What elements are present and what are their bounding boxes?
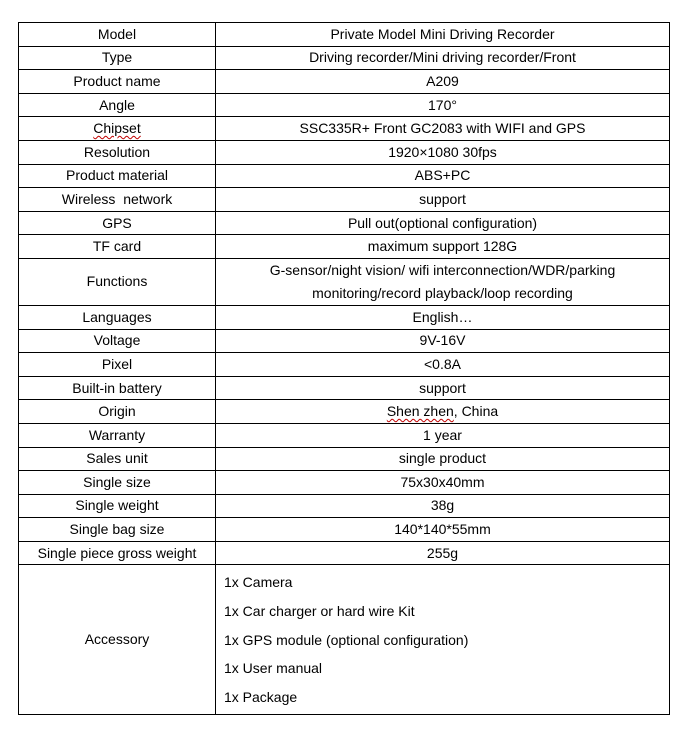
row-label: TF card (19, 235, 216, 259)
table-row (19, 211, 670, 235)
row-label: Single weight (19, 494, 216, 518)
row-label: Pixel (19, 353, 216, 377)
functions-line-2: monitoring/record playback/loop recording (312, 284, 573, 301)
table-row (19, 258, 670, 305)
row-label: Functions (19, 258, 216, 305)
row-label: Single piece gross weight (19, 541, 216, 565)
row-value: A209 (216, 70, 670, 94)
accessory-item: 1x GPS module (optional configuration) (224, 631, 469, 648)
row-value (216, 400, 670, 424)
table-row (19, 93, 670, 117)
origin-country: , China (453, 403, 499, 420)
accessory-item: 1x Camera (224, 574, 293, 591)
table-row (19, 471, 670, 495)
table-row (19, 541, 670, 565)
table-row (19, 46, 670, 70)
row-label: Languages (19, 305, 216, 329)
table-row (19, 164, 670, 188)
row-label: Built-in battery (19, 376, 216, 400)
spec-table (18, 22, 670, 715)
row-value: maximum support 128G (216, 235, 670, 259)
table-row (19, 353, 670, 377)
row-label: Type (19, 46, 216, 70)
table-row (19, 140, 670, 164)
row-value: 75x30x40mm (216, 471, 670, 495)
row-value: 9V-16V (216, 329, 670, 353)
row-value: 170° (216, 93, 670, 117)
table-row (19, 494, 670, 518)
table-row (19, 23, 670, 47)
row-value: support (216, 376, 670, 400)
row-value: single product (216, 447, 670, 471)
table-row (19, 423, 670, 447)
table-row (19, 235, 670, 259)
row-label: Single bag size (19, 518, 216, 542)
accessory-item: 1x Car charger or hard wire Kit (224, 603, 415, 620)
accessory-list (216, 565, 670, 715)
row-value: 1 year (216, 423, 670, 447)
row-value: ABS+PC (216, 164, 670, 188)
table-row-accessory (19, 565, 670, 715)
row-value: 1920×1080 30fps (216, 140, 670, 164)
row-label: Angle (19, 93, 216, 117)
row-label: Voltage (19, 329, 216, 353)
row-label (19, 117, 216, 141)
origin-city: Shen zhen (386, 403, 454, 420)
row-value: Driving recorder/Mini driving recorder/Front (216, 46, 670, 70)
row-value: 255g (216, 541, 670, 565)
row-value: 140*140*55mm (216, 518, 670, 542)
accessory-item: 1x Package (224, 688, 298, 705)
row-value: <0.8A (216, 353, 670, 377)
row-value: Private Model Mini Driving Recorder (216, 23, 670, 47)
row-label: Wireless network (19, 188, 216, 212)
table-row (19, 70, 670, 94)
accessory-label: Accessory (19, 565, 216, 715)
table-row (19, 117, 670, 141)
row-label: Model (19, 23, 216, 47)
row-label: Resolution (19, 140, 216, 164)
table-row (19, 447, 670, 471)
row-label: GPS (19, 211, 216, 235)
row-value: SSC335R+ Front GC2083 with WIFI and GPS (216, 117, 670, 141)
row-label: Sales unit (19, 447, 216, 471)
table-row (19, 376, 670, 400)
table-row (19, 400, 670, 424)
row-label: Single size (19, 471, 216, 495)
table-row (19, 329, 670, 353)
row-label: Warranty (19, 423, 216, 447)
row-value: English… (216, 305, 670, 329)
row-value: 38g (216, 494, 670, 518)
table-row (19, 188, 670, 212)
table-row (19, 305, 670, 329)
accessory-item: 1x User manual (224, 660, 323, 677)
row-label: Product material (19, 164, 216, 188)
row-label: Product name (19, 70, 216, 94)
row-value (216, 258, 670, 305)
row-label: Origin (19, 400, 216, 424)
row-value: support (216, 188, 670, 212)
chipset-label: Chipset (93, 120, 141, 137)
functions-line-1: G-sensor/night vision/ wifi interconnection/WDR/parking (269, 261, 616, 278)
table-row (19, 518, 670, 542)
row-value: Pull out(optional configuration) (216, 211, 670, 235)
